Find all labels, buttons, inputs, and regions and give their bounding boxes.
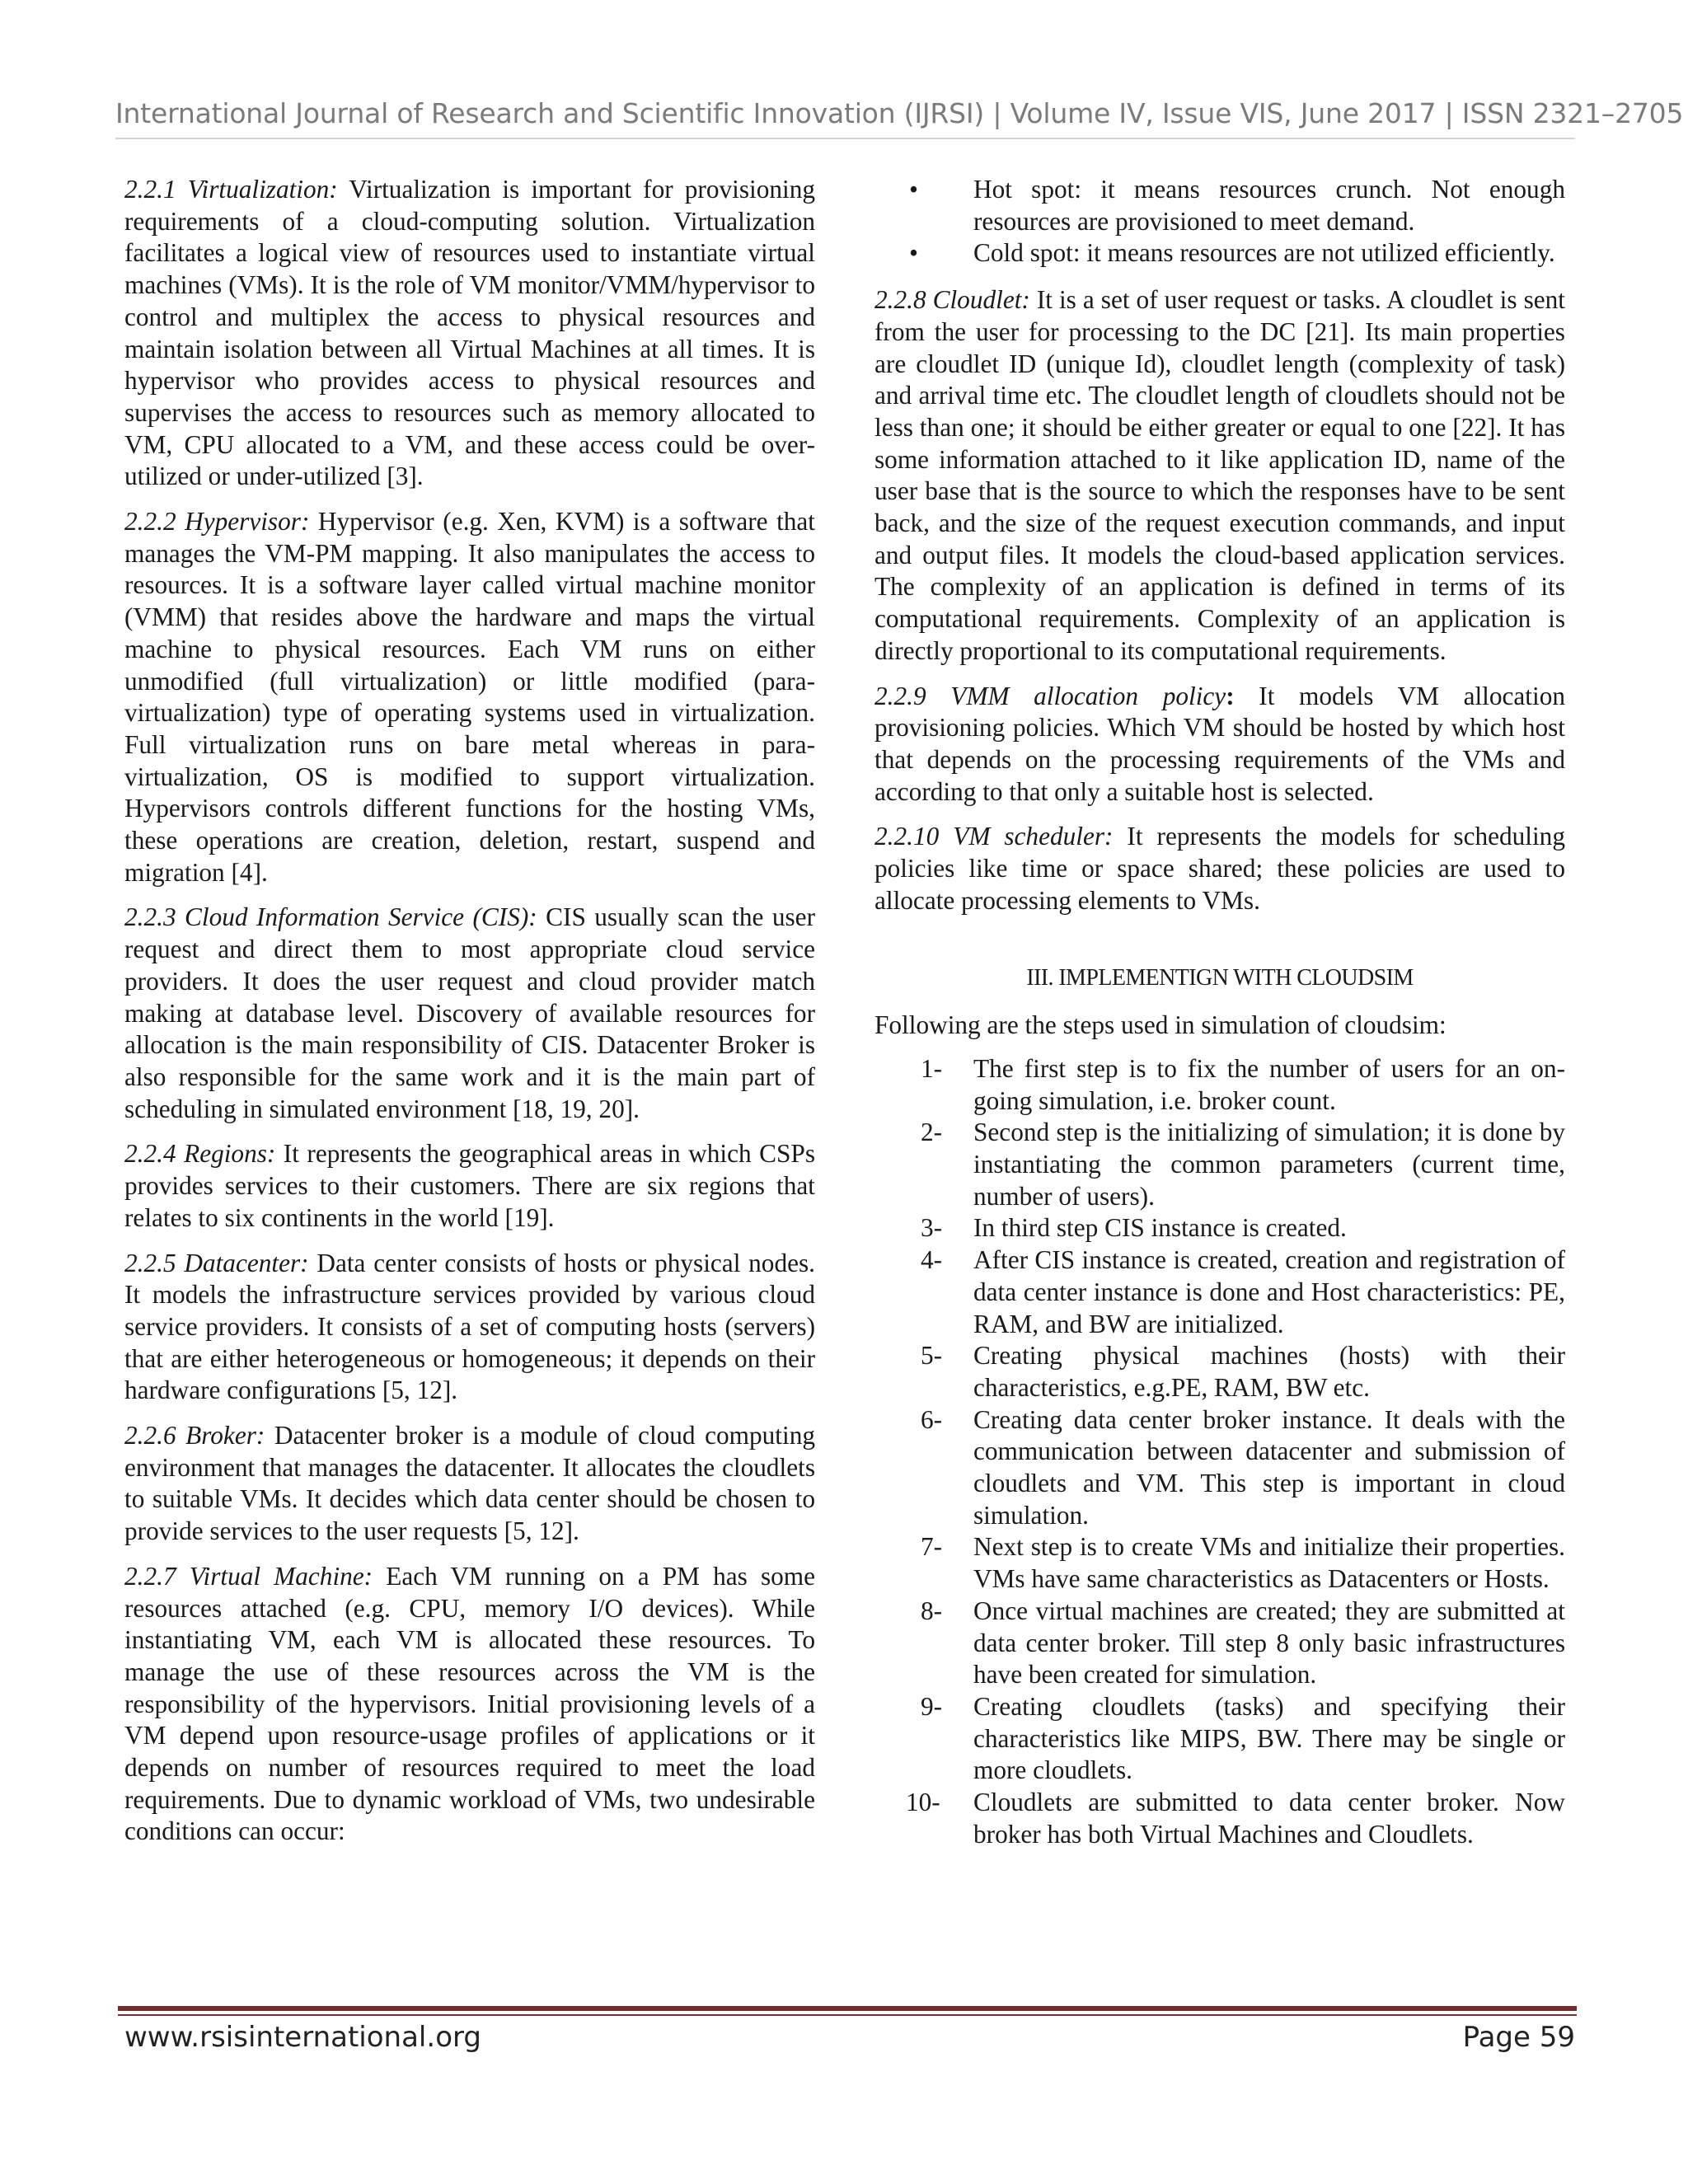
spot-bullet-list xyxy=(874,174,1565,269)
step-text: Next step is to create VMs and initialize their properties. VMs have same characteristics as Datacenters or Hosts. xyxy=(973,1532,1565,1594)
step-number: 8- xyxy=(921,1596,943,1625)
section-heading: 2.2.4 Regions: xyxy=(124,1139,276,1169)
bullet-icon: • xyxy=(909,238,918,268)
step-item xyxy=(874,1691,1565,1787)
steps-intro: Following are the steps used in simulation of cloudsim: xyxy=(874,1010,1447,1040)
step-text: Second step is the initializing of simulation; it is done by instantiating the common parameters (current time, number of users). xyxy=(973,1118,1565,1211)
section-datacenter xyxy=(124,1248,815,1408)
section-virtual-machine xyxy=(124,1561,815,1848)
section-cloudlet xyxy=(874,284,1565,667)
bullet-text: Hot spot: it means resources crunch. Not enough resources are provisioned to meet demand. xyxy=(973,175,1565,236)
footer-divider-thick xyxy=(118,2006,1577,2011)
section-heading: 2.2.2 Hypervisor: xyxy=(124,507,310,537)
step-item xyxy=(874,1340,1565,1404)
step-item xyxy=(874,1244,1565,1340)
header-divider xyxy=(115,138,1574,139)
section-regions xyxy=(124,1138,815,1234)
footer-page-number: Page 59 xyxy=(1462,2021,1575,2054)
section-body: It models VM allocation provisioning policies. Which VM should be hosted by which host that depends on the processing requirements of the VMs and according to that only a suitable host is selected. xyxy=(874,681,1565,806)
footer-website-link[interactable]: www.rsisinternational.org xyxy=(124,2021,481,2054)
step-number: 4- xyxy=(921,1245,943,1275)
bullet-item-hot-spot xyxy=(874,174,1565,237)
section-vmm-allocation-policy xyxy=(874,681,1565,808)
section-body: It represents the models for scheduling policies like time or space shared; these policies are used to allocate processing elements to VMs. xyxy=(874,822,1565,915)
section-hypervisor xyxy=(124,506,815,888)
step-number: 1- xyxy=(921,1053,943,1083)
section-broker xyxy=(124,1420,815,1548)
step-text: Once virtual machines are created; they are submitted at data center broker. Till step 8 only basic infrastructures have been created for simulation. xyxy=(973,1596,1565,1690)
section-vm-scheduler xyxy=(874,821,1565,916)
section-body: Data center consists of hosts or physical nodes. It models the infrastructure services provided by various cloud service providers. It consists of a set of computing hosts (servers) that are either heterogeneous or homogeneous; it depends on their hardware configurations [5, 12]. xyxy=(124,1248,815,1405)
section-cis xyxy=(124,902,815,1125)
step-item xyxy=(874,1404,1565,1532)
step-item xyxy=(874,1212,1565,1244)
simulation-steps-list xyxy=(874,1053,1565,1851)
section-heading: 2.2.5 Datacenter: xyxy=(124,1248,309,1277)
step-text: Cloudlets are submitted to data center broker. Now broker has both Virtual Machines and Cloudlets. xyxy=(973,1788,1565,1849)
step-text: Creating physical machines (hosts) with their characteristics, e.g.PE, RAM, BW etc. xyxy=(973,1341,1565,1402)
section-heading: 2.2.3 Cloud Information Service (CIS): xyxy=(124,902,537,932)
section-heading: 2.2.10 VM scheduler: xyxy=(874,822,1114,851)
step-item xyxy=(874,1787,1565,1850)
section-body: Datacenter broker is a module of cloud computing environment that manages the datacenter. It allocates the cloudlets to suitable VMs. It decides which data center should be chosen to provide services to the user requests [5, 12]. xyxy=(124,1421,815,1546)
step-text: In third step CIS instance is created. xyxy=(973,1213,1347,1243)
step-item xyxy=(874,1053,1565,1117)
left-column xyxy=(124,174,815,1861)
step-item xyxy=(874,1531,1565,1595)
section-body: Virtualization is important for provisioning requirements of a cloud-computing solution. Virtualization facilitates a logical view of resources used to instantiate virtual machines (VMs). It is the role of VM monitor/VMM/hypervisor to control and multiplex the access to physical resources and maintain isolation between all Virtual Machines at all times. It is hypervisor who provides access to physical resources and supervises the access to resources such as memory allocated to VM, CPU allocated to a VM, and these access could be over-utilized or under-utilized [3]. xyxy=(124,175,815,491)
section-body: CIS usually scan the user request and direct them to most appropriate cloud service providers. It does the user request and cloud provider match making at database level. Discovery of available resources for allocation is the main responsibility of CIS. Datacenter Broker is also responsible for the same work and it is the main part of scheduling in simulated environment [18, 19, 20]. xyxy=(124,902,815,1123)
section-virtualization xyxy=(124,174,815,493)
section-heading: 2.2.8 Cloudlet: xyxy=(874,285,1030,315)
bullet-icon: • xyxy=(909,175,918,204)
step-number: 9- xyxy=(921,1691,943,1721)
step-text: After CIS instance is created, creation and registration of data center instance is done and Host characteristics: PE, RAM, and BW are initialized. xyxy=(973,1245,1565,1338)
right-column xyxy=(874,174,1565,1850)
step-number: 3- xyxy=(921,1213,943,1243)
bullet-text: Cold spot: it means resources are not utilized efficiently. xyxy=(973,238,1555,268)
step-number: 5- xyxy=(921,1341,943,1371)
footer-divider-thin xyxy=(118,2014,1577,2016)
section-body: Each VM running on a PM has some resources attached (e.g. CPU, memory I/O devices). While instantiating VM, each VM is allocated these resources. To manage the use of these resources across the VM is the responsibility of the hypervisors. Initial provisioning levels of a VM depend upon resource-usage profiles of applications or it depends on number of resources required to meet the load requirements. Due to dynamic workload of VMs, two undesirable conditions can occur: xyxy=(124,1561,816,1846)
section-heading: 2.2.6 Broker: xyxy=(124,1421,265,1451)
step-number: 10- xyxy=(906,1788,940,1817)
section-body: It represents the geographical areas in which CSPs provides services to their customers. There are six regions that relates to six continents in the world [19]. xyxy=(124,1139,815,1232)
section-heading: 2.2.1 Virtualization: xyxy=(124,175,338,204)
step-number: 6- xyxy=(921,1404,943,1434)
section-body: Hypervisor (e.g. Xen, KVM) is a software that manages the VM-PM mapping. It also manipulates the access to resources. It is a software layer called virtual machine monitor (VMM) that resides above the hardware and maps the virtual machine to physical resources. Each VM runs on either unmodified (full virtualization) or little modified (para-virtualization) type of operating systems used in virtualization. Full virtualization runs on bare metal whereas in para-virtualization, OS is modified to support virtualization. Hypervisors controls different functions for the hosting VMs, these operations are creation, deletion, restart, suspend and migration [4]. xyxy=(124,507,815,887)
step-text: Creating cloudlets (tasks) and specifying their characteristics like MIPS, BW. There may be single or more cloudlets. xyxy=(973,1691,1565,1785)
section-heading-colon: : xyxy=(1226,681,1235,710)
step-text: Creating data center broker instance. It deals with the communication between datacenter and submission of cloudlets and VM. This step is important in cloud simulation. xyxy=(973,1404,1565,1530)
step-item xyxy=(874,1596,1565,1691)
section-body: It is a set of user request or tasks. A cloudlet is sent from the user for processing to the DC [21]. Its main properties are cloudlet ID (unique Id), cloudlet length (complexity of task) and arrival time etc. The cloudlet length of cloudlets should not be less than one; it should be either greater or equal to one [22]. It has some information attached to it like application ID, name of the user base that is the source to which the responses have to be sent back, and the size of the request execution commands, and input and output files. It models the cloud-based application services. The complexity of an application is defined in terms of its computational requirements. Complexity of an application is directly proportional to its computational requirements. xyxy=(874,285,1565,665)
section-heading: 2.2.7 Virtual Machine: xyxy=(124,1561,373,1591)
step-item xyxy=(874,1117,1565,1212)
step-text: The first step is to fix the number of users for an on-going simulation, i.e. broker count. xyxy=(973,1053,1565,1115)
section-title-implementation: III. IMPLEMENTIGN WITH CLOUDSIM xyxy=(1026,965,1414,991)
section-heading: 2.2.9 VMM allocation policy xyxy=(874,681,1226,710)
running-header: International Journal of Research and Scientific Innovation (IJRSI) | Volume IV, Issue VIS, June 2017 | ISSN 2321–2705 xyxy=(115,97,1684,129)
bullet-item-cold-spot xyxy=(874,237,1565,269)
step-number: 7- xyxy=(921,1532,943,1562)
step-number: 2- xyxy=(921,1118,943,1147)
